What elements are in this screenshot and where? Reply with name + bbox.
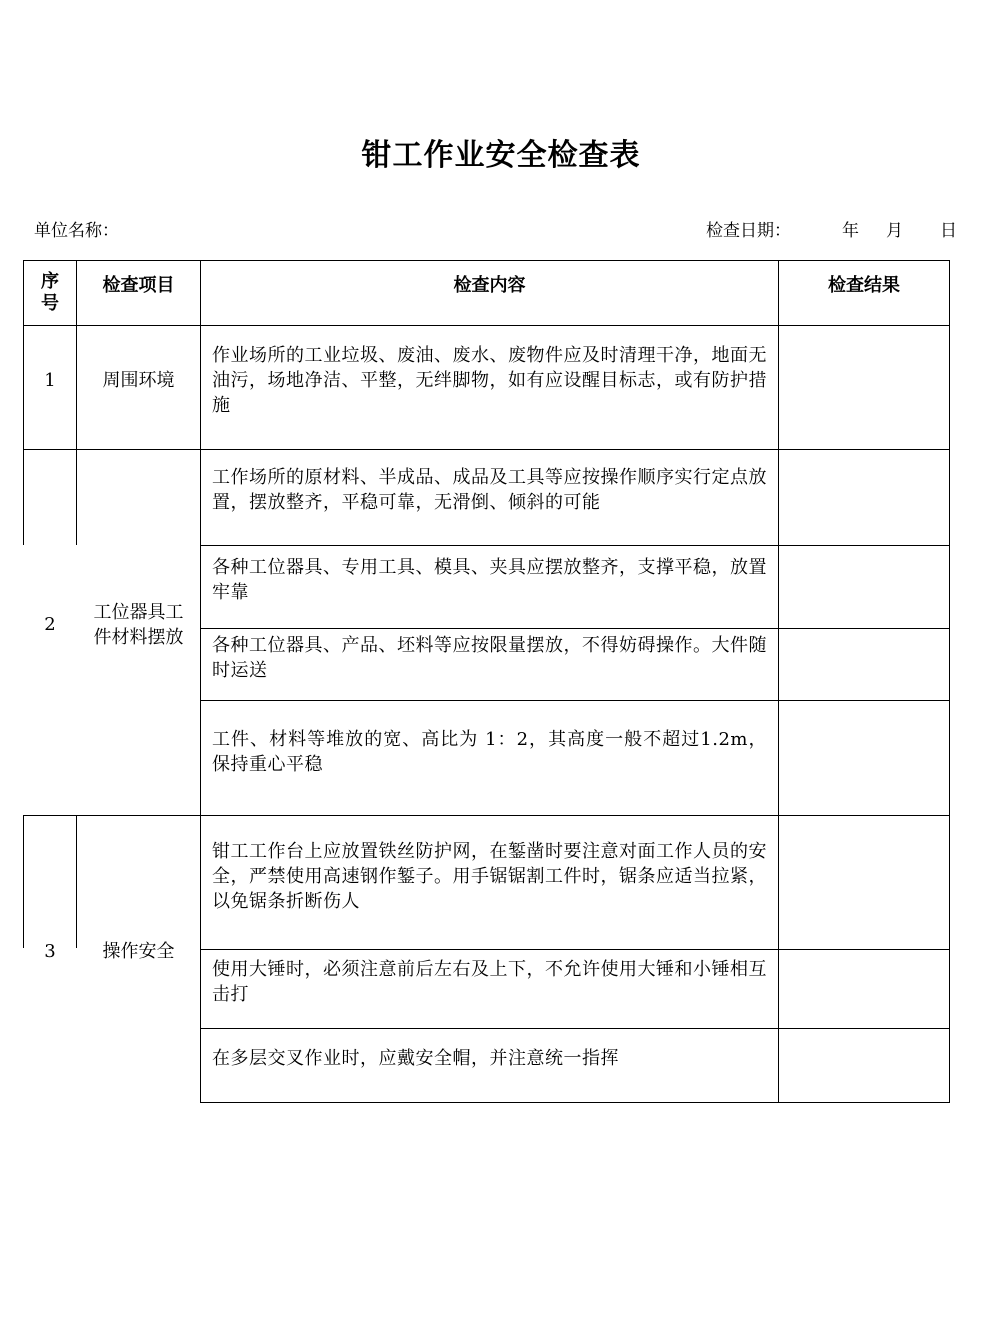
check-item-line1: 工位器具工 xyxy=(93,602,184,623)
check-item xyxy=(77,599,200,651)
month-label: 月 xyxy=(886,221,903,241)
row-divider xyxy=(200,1028,950,1029)
check-content: 各种工位器具、专用工具、模具、夹具应摆放整齐，支撑平稳，放置牢靠 xyxy=(212,557,767,603)
check-content: 工件、材料等堆放的宽、高比为 1：2，其高度一般不超过1.2m，保持重心平稳 xyxy=(212,729,767,775)
column-divider xyxy=(200,260,201,1103)
table-border-bottom xyxy=(200,1102,950,1103)
check-content: 工作场所的原材料、半成品、成品及工具等应按操作顺序实行定点放置，摆放整齐，平稳可靠，无滑倒、倾斜的可能 xyxy=(212,467,767,513)
day-label: 日 xyxy=(940,221,957,241)
unit-name-label: 单位名称： xyxy=(34,221,119,241)
check-item: 操作安全 xyxy=(102,941,175,962)
column-divider xyxy=(76,449,77,545)
column-divider xyxy=(23,449,24,545)
check-content: 各种工位器具、产品、坯料等应按限量摆放，不得妨碍操作。大件随时运送 xyxy=(212,635,767,681)
header-seq-line2: 号 xyxy=(41,293,59,314)
check-content: 作业场所的工业垃圾、废油、废水、废物件应及时清理干净，地面无油污，场地净洁、平整，无绊脚物，如有应设醒目标志，或有防护措施 xyxy=(212,345,767,416)
header-seq xyxy=(24,261,76,325)
check-date-label: 检查日期： xyxy=(706,221,791,241)
header-content: 检查内容 xyxy=(453,275,526,296)
row-divider xyxy=(23,815,950,816)
seq-number: 1 xyxy=(44,370,56,391)
header-result: 检查结果 xyxy=(828,275,900,296)
row-divider xyxy=(200,545,950,546)
row-divider xyxy=(23,449,950,450)
check-content: 使用大锤时，必须注意前后左右及上下，不允许使用大锤和小锤相互击打 xyxy=(212,959,767,1005)
check-item-line2: 件材料摆放 xyxy=(93,627,184,648)
seq-number: 3 xyxy=(44,941,56,962)
check-item: 周围环境 xyxy=(102,370,175,391)
check-content: 在多层交叉作业时，应戴安全帽，并注意统一指挥 xyxy=(212,1048,619,1069)
seq-number: 2 xyxy=(44,614,56,635)
row-divider xyxy=(200,949,950,950)
page-title: 钳工作业安全检查表 xyxy=(361,138,641,173)
row-divider xyxy=(200,700,950,701)
column-divider xyxy=(949,260,950,1103)
header-item: 检查项目 xyxy=(102,275,175,296)
check-content: 钳工工作台上应放置铁丝防护网，在錾凿时要注意对面工作人员的安全，严禁使用高速钢作錾子。用手锯锯割工件时，锯条应适当拉紧，以免锯条折断伤人 xyxy=(212,841,767,912)
year-label: 年 xyxy=(842,221,859,241)
header-seq-line1: 序 xyxy=(41,271,59,292)
column-divider xyxy=(778,260,779,1103)
row-divider xyxy=(200,628,950,629)
